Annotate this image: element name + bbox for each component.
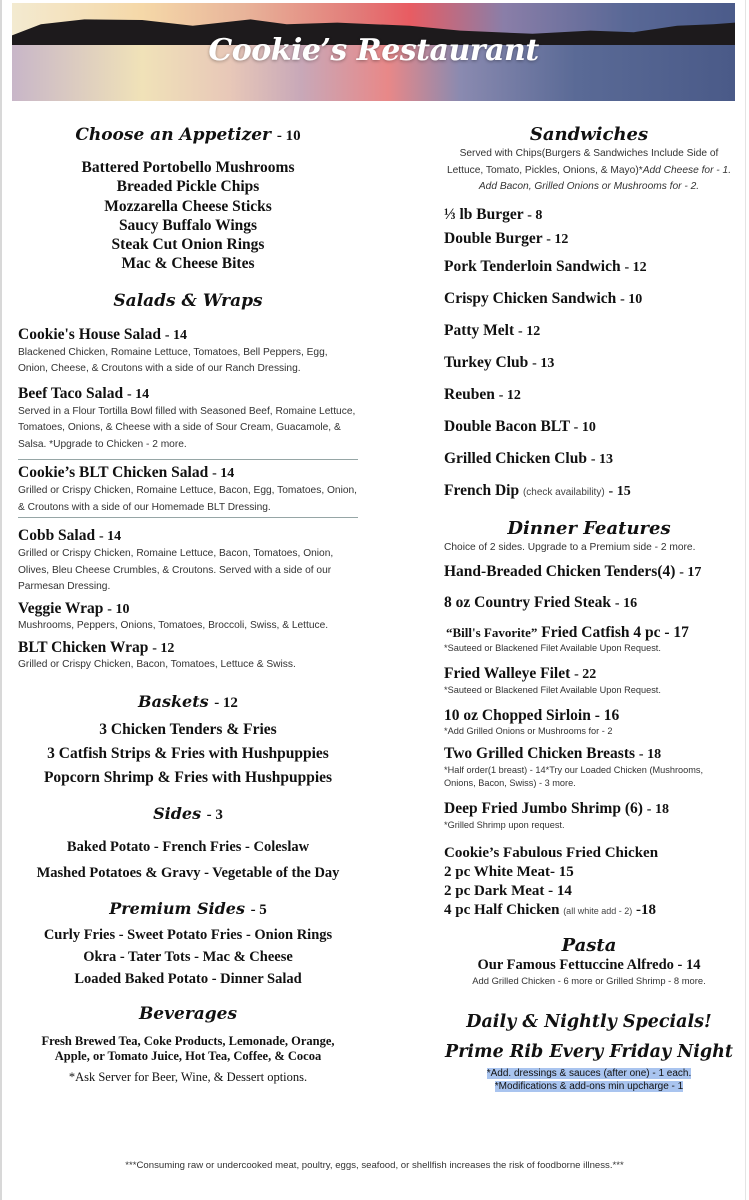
sandwiches-note-text: Served with Chips(Burgers & Sandwiches Include Side of Lettuce, Tomato, Pickles, Onions, & Mayo)* [446,148,719,176]
specials-line: Prime Rib Every Friday Night [445,1042,733,1062]
premium-sides-line: Curly Fries - Sweet Potato Fries - Onion Rings [43,926,333,943]
item-price: - 14 [212,466,235,482]
item-name: Pork Tenderloin Sandwich [444,257,621,275]
item-name: Patty Melt [444,321,515,339]
item-name: Cookie’s BLT Chicken Salad [18,464,209,482]
menu-item [444,251,734,283]
item-name: Veggie Wrap [18,599,104,617]
item-name: Double Burger [444,229,543,247]
page-edge [745,0,746,1200]
item-price: - 12 [498,387,521,403]
baskets-price: - 12 [214,694,238,711]
menu-item [444,443,734,475]
sides-heading-text: Sides [153,803,202,823]
page-edge [0,0,2,1200]
appetizer-price: - 10 [276,128,301,144]
beverages-line: Fresh Brewed Tea, Coke Products, Lemonade, Orange, [41,1033,335,1048]
appetizer-item: Battered Portobello Mushrooms [81,159,295,176]
menu-item [444,623,734,655]
pasta-heading: Pasta [561,935,617,956]
item-name: Hand-Breaded Chicken Tenders(4) [444,563,676,580]
baskets-heading [18,692,358,712]
item-name: 4 pc Half Chicken [444,902,560,918]
appetizer-item: Breaded Pickle Chips [116,178,260,196]
sides-list [18,834,358,886]
item-description: Grilled or Crispy Chicken, Romaine Lettuce, Bacon, Tomatoes, Onion, Olives, Bleu Cheese Crumbles, & Croutons. Served with a side of our Parmesan Dressing. [18,548,334,593]
appetizer-item: Saucy Buffalo Wings [118,216,258,234]
basket-item: 3 Catfish Strips & Fries with Hushpuppies [47,744,329,762]
fried-chicken-option: 2 pc Dark Meat - 14 [444,883,572,899]
item-price: - 10 [107,601,130,617]
sides-line: Baked Potato - French Fries - Coleslaw [66,838,310,855]
sandwiches-note [444,146,734,196]
beverages-list [18,1034,358,1064]
left-column [18,110,358,1085]
upcharge-note: *Add. dressings & sauces (after one) - 1 each. [486,1068,692,1079]
menu-item [444,315,734,347]
menu-item [444,799,734,832]
menu-item [444,593,734,613]
item-price: - 13 [532,355,555,371]
appetizer-list [18,158,358,274]
upcharge-note: *Modifications & add-ons min upcharge - 1 [494,1081,684,1092]
item-name: Two Grilled Chicken Breasts [444,745,636,762]
item-name: Deep Fried Jumbo Shrimp (6) [444,800,643,817]
sides-price: - 3 [206,806,223,823]
beverages-line: Apple, or Tomato Juice, Hot Tea, Coffee, & Cocoa [54,1048,322,1063]
item-name: Reuben [444,385,495,403]
sides-heading [18,804,358,824]
baskets-list [18,718,358,790]
right-column [444,110,734,1093]
pasta-description: Add Grilled Chicken - 6 more or Grilled Shrimp - 8 more. [472,975,706,986]
baskets-heading-text: Baskets [138,691,209,711]
foodborne-disclaimer: ***Consuming raw or undercooked meat, poultry, eggs, seafood, or shellfish increases the risk of foodborne illness.*** [125,1160,624,1171]
menu-item [18,463,358,516]
item-description: *Sauteed or Blackened Filet Available Upon Request. [444,643,661,653]
menu-item [444,475,734,508]
premium-sides-list [18,924,358,990]
item-price: - 18 [638,747,662,762]
menu-item [18,526,358,596]
menu-item [444,706,734,738]
appetizer-item: Mac & Cheese Bites [121,255,255,273]
premium-sides-heading [18,899,358,919]
item-price: - 14 [126,386,150,402]
item-price: - 12 [624,259,647,275]
item-description: Mushrooms, Peppers, Onions, Tomatoes, Broccoli, Swiss, & Lettuce. [18,619,329,631]
premium-sides-line: Loaded Baked Potato - Dinner Salad [74,970,302,987]
dinner-heading: Dinner Features [507,517,671,539]
menu-item [18,325,358,378]
item-price: - 17 [679,565,702,580]
item-price: - 15 [608,483,631,499]
appetizer-heading-text: Choose an Appetizer [75,125,271,145]
menu-item [444,203,734,227]
item-name: ⅓ lb Burger [444,205,524,223]
item-price: - 16 [614,596,638,611]
restaurant-title: Cookie’s Restaurant [208,33,539,68]
item-description: Served in a Flour Tortilla Bowl filled with Seasoned Beef, Romaine Lettuce, Tomatoes, Onions, & Cheese with a side of Sour Cream, Guacamole, & Salsa. *Upgrade to Chicken - 2 more. [18,405,356,450]
item-name: 8 oz Country Fried Steak [444,594,612,611]
item-price: - 12 [518,323,541,339]
basket-item: 3 Chicken Tenders & Fries [99,720,277,738]
item-name: 10 oz Chopped Sirloin - 16 [444,707,620,724]
menu-item [444,562,734,582]
menu-item [18,599,358,633]
menu-item [444,283,734,315]
sides-line: Mashed Potatoes & Gravy - Vegetable of the Day [36,864,340,881]
beverages-note: *Ask Server for Beer, Wine, & Dessert options. [68,1069,308,1084]
fried-chicken-option: 2 pc White Meat- 15 [444,864,574,880]
appetizer-item: Mozzarella Cheese Sticks [104,197,272,215]
fried-chicken-title: Cookie’s Fabulous Fried Chicken [444,845,659,861]
item-name: Crispy Chicken Sandwich [444,289,617,307]
fried-chicken-block [444,844,734,921]
menu-item [18,638,358,672]
item-price: -18 [635,902,656,918]
pasta-item: Our Famous Fettuccine Alfredo - 14 [477,957,701,973]
item-price: - 10 [620,291,643,307]
menu-item [444,227,734,251]
sandwiches-heading: Sandwiches [529,124,649,145]
item-description: *Sauteed or Blackened Filet Available Upon Request. [444,685,661,695]
item-price: - 14 [164,327,188,343]
menu-item [444,379,734,411]
item-description: Grilled or Crispy Chicken, Bacon, Tomatoes, Lettuce & Swiss. [18,658,296,670]
beverages-heading: Beverages [138,1003,238,1024]
sandwich-list [444,203,734,508]
menu-item [444,347,734,379]
divider [18,459,358,460]
item-qualifier: (check availability) [522,486,605,498]
item-description: *Half order(1 breast) - 14*Try our Loaded Chicken (Mushrooms, Onions, Bacon, Swiss) - 3 more. [444,765,704,788]
appetizer-heading [18,125,358,145]
item-price: - 8 [527,207,543,223]
fried-chicken-option [444,901,734,921]
item-description: Grilled or Crispy Chicken, Romaine Lettuce, Bacon, Egg, Tomatoes, Onion, & Croutons with a side of our Homemade BLT Dressing. [18,485,357,513]
salads-heading: Salads & Wraps [113,290,263,311]
basket-item: Popcorn Shrimp & Fries with Hushpuppies [43,768,333,786]
appetizer-item: Steak Cut Onion Rings [111,236,265,254]
dinner-note: Choice of 2 sides. Upgrade to a Premium side - 2 more. [444,541,696,553]
item-price: - 12 [152,640,175,656]
item-name: Grilled Chicken Club [444,449,587,467]
item-description: *Grilled Shrimp upon request. [444,820,565,830]
item-name-prefix: “Bill's Favorite” [446,625,538,640]
premium-sides-price: - 5 [250,901,267,918]
premium-sides-heading-text: Premium Sides [109,898,245,918]
item-name: Cookie's House Salad [18,325,161,343]
upcharge-notes [444,1067,734,1093]
specials-line: Daily & Nightly Specials! [466,1012,712,1032]
item-name: BLT Chicken Wrap [18,638,149,656]
menu-item [444,744,734,790]
item-description: *Add Grilled Onions or Mushrooms for - 2 [444,726,613,736]
item-qualifier: (all white add - 2) [563,906,633,916]
menu-item [444,411,734,443]
item-name: Fried Catfish 4 pc - 17 [541,624,689,641]
item-price: - 12 [546,231,569,247]
menu-item [444,664,734,697]
item-price: - 18 [646,802,669,817]
menu-item [18,384,358,454]
item-price: - 14 [98,529,122,545]
header-banner [12,3,735,101]
item-name: Beef Taco Salad [18,384,124,402]
item-name: Fried Walleye Filet [444,665,571,682]
item-description: Blackened Chicken, Romaine Lettuce, Tomatoes, Bell Peppers, Egg, Onion, Cheese, & Croutons with a side of our Ranch Dressing. [18,346,328,375]
item-name: Turkey Club [444,353,529,371]
item-price: - 10 [573,419,596,435]
item-price: - 22 [574,667,597,682]
divider [18,517,358,518]
item-name: Cobb Salad [18,527,96,545]
premium-sides-line: Okra - Tater Tots - Mac & Cheese [83,948,293,965]
item-name: French Dip [444,481,520,499]
item-name: Double Bacon BLT [444,417,570,435]
item-price: - 13 [590,451,614,467]
sandwiches-note-italic: Add Cheese for - 1. Add Bacon, Grilled Onions or Mushrooms for - 2. [478,164,732,192]
